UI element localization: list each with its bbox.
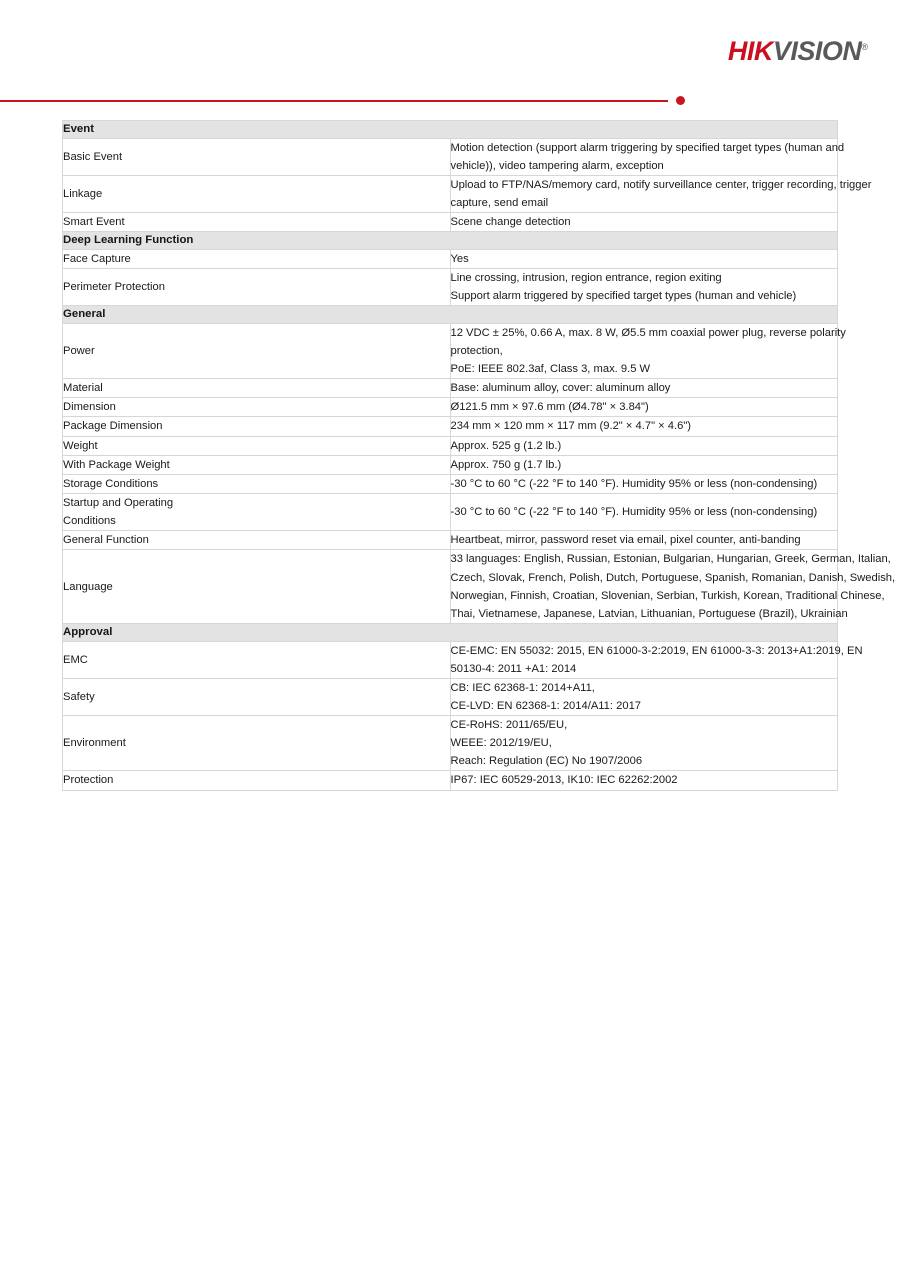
hikvision-logo [728, 38, 868, 65]
logo-hik-text: HIK [727, 36, 773, 66]
spec-label: Safety [63, 678, 451, 715]
spec-value-line: Yes [450, 252, 469, 265]
spec-value-line: Scene change detection [450, 216, 571, 229]
spec-value-line: CE-LVD: EN 62368-1: 2014/A11: 2017 [450, 699, 642, 712]
table-row [63, 249, 838, 268]
spec-value-line: Norwegian, Finnish, Croatian, Slovenian, Serbian, Turkish, Korean, Traditional Chinese, [450, 589, 885, 602]
section-header-row [63, 306, 838, 324]
spec-value-line: Reach: Regulation (EC) No 1907/2006 [450, 755, 643, 768]
section-header-row [63, 623, 838, 641]
spec-label-line: Conditions [63, 515, 116, 528]
registered-trademark-icon: ® [861, 42, 868, 52]
spec-label: Smart Event [63, 213, 451, 232]
table-row [63, 417, 838, 436]
spec-value-line: Approx. 750 g (1.7 lb.) [450, 458, 562, 471]
spec-label: Language [63, 550, 451, 624]
spec-label: Storage Conditions [63, 474, 451, 493]
specification-table [62, 120, 896, 791]
spec-value [450, 531, 838, 550]
table-row [63, 771, 838, 790]
spec-label: With Package Weight [63, 455, 451, 474]
section-title: General [63, 306, 838, 324]
spec-value [450, 138, 845, 175]
section-header-row [63, 121, 838, 139]
table-row [63, 379, 838, 398]
spec-label: EMC [63, 641, 451, 678]
spec-value [450, 493, 838, 530]
spec-value-line: Upload to FTP/NAS/memory card, notify surveillance center, trigger recording, trigger [450, 178, 872, 191]
spec-value-line: -30 °C to 60 °C (-22 °F to 140 °F). Humidity 95% or less (non-condensing) [450, 506, 818, 519]
spec-value [450, 417, 838, 436]
spec-value-line: CE-EMC: EN 55032: 2015, EN 61000-3-2:2019, EN 61000-3-3: 2013+A1:2019, EN [450, 644, 863, 657]
table-row [63, 175, 838, 212]
spec-value-line: 12 VDC ± 25%, 0.66 A, max. 8 W, Ø5.5 mm coaxial power plug, reverse polarity [450, 326, 846, 339]
table-row [63, 213, 838, 232]
header-rule-dot-icon [676, 96, 685, 105]
spec-label-line: Startup and Operating [63, 496, 174, 509]
spec-value-line: 234 mm × 120 mm × 117 mm (9.2" × 4.7" × 4.6") [450, 420, 692, 433]
spec-value [450, 455, 838, 474]
spec-value [450, 213, 838, 232]
logo-vision-text: VISION [772, 36, 862, 66]
spec-label: Package Dimension [63, 417, 451, 436]
table-row [63, 138, 838, 175]
spec-value-line: Ø121.5 mm × 97.6 mm (Ø4.78" × 3.84") [450, 401, 649, 414]
spec-value-line: CB: IEC 62368-1: 2014+A11, [450, 681, 595, 694]
header-rule-line [0, 100, 668, 102]
spec-label: Weight [63, 436, 451, 455]
spec-value-line: protection, [450, 344, 503, 357]
spec-value-line: CE-RoHS: 2011/65/EU, [450, 719, 568, 732]
spec-value-line: vehicle)), video tampering alarm, exception [450, 159, 664, 172]
spec-value-line: Approx. 525 g (1.2 lb.) [450, 439, 562, 452]
spec-value-line: PoE: IEEE 802.3af, Class 3, max. 9.5 W [450, 363, 651, 375]
table-row [63, 493, 838, 530]
spec-value-line: Line crossing, intrusion, region entrance, region exiting [450, 271, 722, 284]
page-header [0, 0, 900, 100]
spec-value [450, 641, 863, 678]
spec-value-line: WEEE: 2012/19/EU, [450, 737, 552, 750]
spec-value [450, 398, 838, 417]
table-row [63, 716, 838, 771]
table-row [63, 678, 838, 715]
section-header-row [63, 232, 838, 250]
spec-value-line: Motion detection (support alarm triggering by specified target types (human and [450, 141, 845, 154]
spec-value [450, 175, 872, 212]
table-row [63, 550, 838, 624]
table-row [63, 455, 838, 474]
spec-value [450, 268, 838, 305]
specification-table-container [62, 120, 896, 791]
spec-label: General Function [63, 531, 451, 550]
spec-value [450, 771, 838, 790]
spec-value [450, 474, 838, 493]
spec-value-line: 33 languages: English, Russian, Estonian, Bulgarian, Hungarian, Greek, German, Italian, [450, 553, 891, 566]
spec-value [450, 716, 838, 771]
spec-value-line: Support alarm triggered by specified target types (human and vehicle) [450, 290, 797, 303]
spec-label: Linkage [63, 175, 451, 212]
spec-value [450, 678, 838, 715]
table-row [63, 474, 838, 493]
spec-label: Dimension [63, 398, 451, 417]
header-divider [0, 96, 900, 108]
spec-label: Material [63, 379, 451, 398]
spec-label: Perimeter Protection [63, 268, 451, 305]
spec-value-line: Thai, Vietnamese, Japanese, Latvian, Lithuanian, Portuguese (Brazil), Ukrainian [450, 607, 848, 620]
spec-label: Protection [63, 771, 451, 790]
spec-value-line: 50130-4: 2011 +A1: 2014 [450, 662, 577, 675]
specification-table-body [63, 121, 896, 791]
section-title: Event [63, 121, 838, 139]
spec-value [450, 550, 896, 624]
spec-label: Environment [63, 716, 451, 771]
spec-label: Power [63, 323, 451, 378]
section-title: Deep Learning Function [63, 232, 838, 250]
spec-value-line: Heartbeat, mirror, password reset via email, pixel counter, anti-banding [450, 534, 801, 547]
spec-value [450, 379, 838, 398]
spec-value-line: capture, send email [450, 196, 549, 209]
spec-label: Face Capture [63, 249, 451, 268]
table-row [63, 436, 838, 455]
spec-label: Basic Event [63, 138, 451, 175]
table-row [63, 531, 838, 550]
spec-value-line: Base: aluminum alloy, cover: aluminum alloy [450, 382, 671, 395]
spec-value [450, 436, 838, 455]
table-row [63, 641, 838, 678]
table-row [63, 268, 838, 305]
spec-label [63, 493, 451, 530]
spec-value-line: IP67: IEC 60529-2013, IK10: IEC 62262:2002 [450, 774, 678, 787]
spec-value-line: Czech, Slovak, French, Polish, Dutch, Portuguese, Spanish, Romanian, Danish, Swedish, [450, 571, 896, 584]
spec-value [450, 249, 838, 268]
table-row [63, 323, 838, 378]
section-title: Approval [63, 623, 838, 641]
table-row [63, 398, 838, 417]
spec-value [450, 323, 846, 378]
spec-value-line: -30 °C to 60 °C (-22 °F to 140 °F). Humidity 95% or less (non-condensing) [450, 477, 818, 490]
